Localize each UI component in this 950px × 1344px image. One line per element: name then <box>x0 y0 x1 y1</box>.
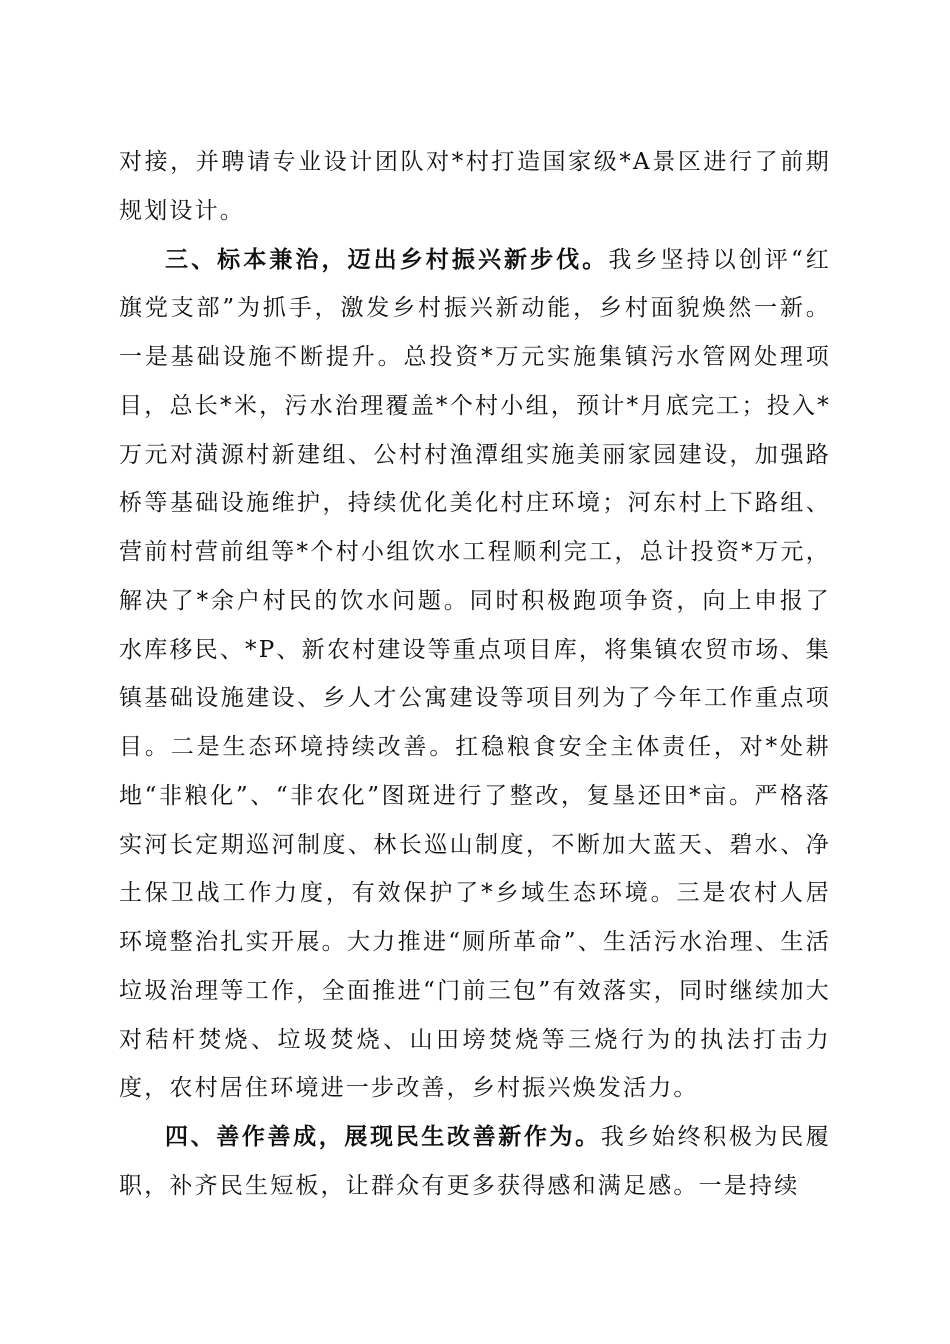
section-4-heading: 四、善作善成，展现民生改善新作为。 <box>165 1124 601 1150</box>
section-3-heading: 三、标本兼治，迈出乡村振兴新步伐。 <box>165 246 609 273</box>
section-4-body: 我乡始终积极为民履职，补齐民生短板，让群众有更多获得感和满足感。一是持续 <box>119 1124 831 1199</box>
document-body <box>119 138 831 1211</box>
section-4-paragraph <box>119 1113 831 1211</box>
section-3-paragraph <box>119 236 831 1114</box>
section-3-body: 我乡坚持以创评“红旗党支部”为抓手，激发乡村振兴新动能，乡村面貌焕然一新。一是基础设施不断提升。总投资*万元实施集镇污水管网处理项目，总长*米，污水治理覆盖*个村小组，预计*月底完工；投入*万元对潢源村新建组、公村村渔潭组实施美丽家园建设，加强路桥等基础设施维护，持续优化美化村庄环境；河东村上下路组、营前村营前组等*个村小组饮水工程顺利完工，总计投资*万元，解决了*余户村民的饮水问题。同时积极跑项争资，向上申报了水库移民、*P、新农村建设等重点项目库，将集镇农贸市场、集镇基础设施建设、乡人才公寓建设等项目列为了今年工作重点项目。二是生态环境持续改善。扛稳粮食安全主体责任，对*处耕地“非粮化”、“非农化”图斑进行了整改，复垦还田*亩。严格落实河长定期巡河制度、林长巡山制度，不断加大蓝天、碧水、净土保卫战工作力度，有效保护了*乡域生态环境。三是农村人居环境整治扎实开展。大力推进“厕所革命”、生活污水治理、生活垃圾治理等工作，全面推进“门前三包”有效落实，同时继续加大对秸杆焚烧、垃圾焚烧、山田塝焚烧等三烧行为的执法打击力度，农村居住环境进一步改善，乡村振兴焕发活力。 <box>119 246 831 1102</box>
paragraph-continuation: 对接，并聘请专业设计团队对*村打造国家级*A景区进行了前期规划设计。 <box>119 149 831 224</box>
